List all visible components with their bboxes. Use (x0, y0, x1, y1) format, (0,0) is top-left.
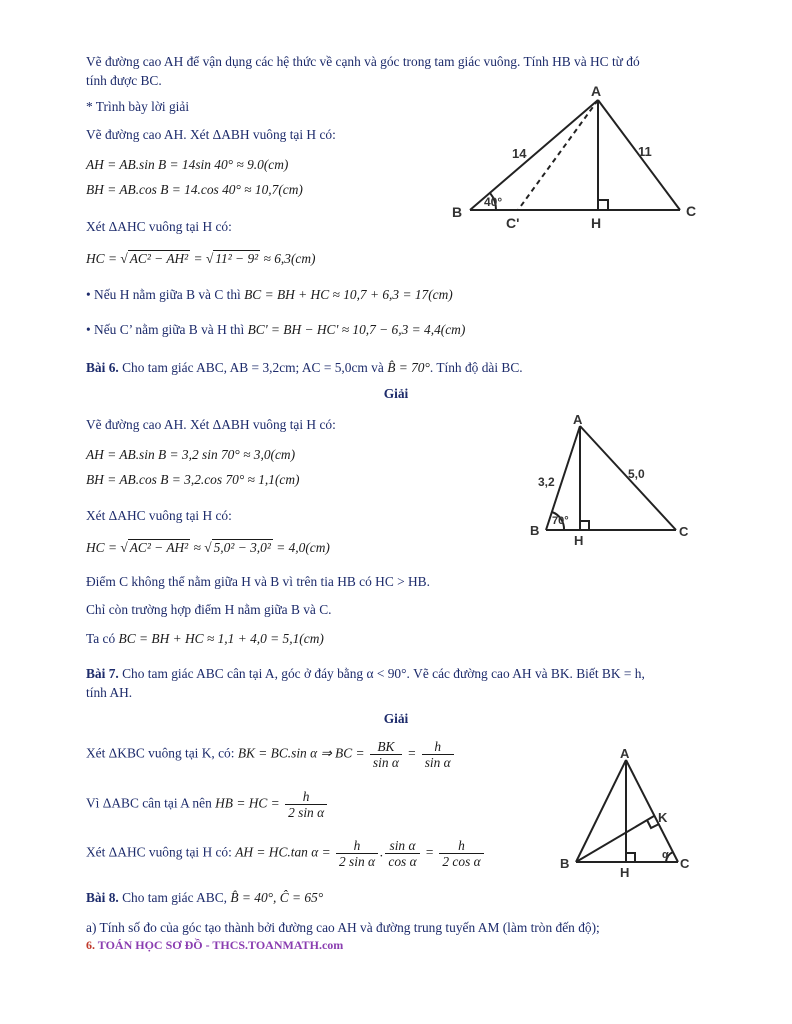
fig3-label-k: K (658, 810, 668, 825)
fig2-label-ab: 3,2 (538, 475, 555, 489)
fig3-label-h: H (620, 865, 630, 880)
figure-triangle-1 (448, 82, 708, 232)
fig3-label-c: C (680, 856, 690, 871)
solution-label: * Trình bày lời giải (86, 99, 190, 114)
b6-problem: Bài 6. Cho tam giác ABC, AB = 3,2cm; AC = 5,0cm và B̂ = 70°. Tính độ dài BC. (86, 360, 523, 375)
fig2-label-c: C (679, 524, 689, 539)
fig2-label-a: A (573, 412, 583, 427)
fig3-label-a: A (620, 746, 630, 761)
figure-triangle-3 (556, 746, 696, 880)
b6-giai-heading: Giải (383, 386, 409, 401)
b7-step-1: Xét ΔKBC vuông tại K, có: BK = BC.sin α ⇒ BC = $\frac{BK}{\text{sin α}}$ = $\frac{h}{\text{sin α}}$ (86, 739, 456, 770)
fig1-label-ac: 11 (638, 144, 652, 159)
p5-step-a: Vẽ đường cao AH. Xét ΔABH vuông tại H có: (86, 127, 336, 142)
b7-step-2: Vì ΔABC cân tại A nên HB = HC = $\frac{h}{\text{2 sin α}}$ (86, 789, 329, 820)
fig1-label-a: A (591, 83, 602, 99)
fig1-label-h: H (591, 215, 602, 231)
b7-giai-heading: Giải (383, 711, 409, 726)
fig2-label-b: B (530, 523, 540, 538)
fig2-label-angle: 70° (552, 515, 569, 527)
b7-step-3: Xét ΔAHC vuông tại H có: AH = HC.tan α = $\frac{h}{\text{2 sin α}}$ . $\frac{\text{sin α}}{\text{cos α}}$ = $\frac{h}{\text{2 cos α}}$ (86, 838, 486, 869)
p5-hc-formula: HC = √ AC² − AH² = √ 11² − 9² ≈ 6,3(cm) (86, 251, 316, 266)
b6-conclusion-2: Chỉ còn trường hợp điểm H nằm giữa B và C. (86, 602, 332, 617)
p5-step-b: Xét ΔAHC vuông tại H có: (86, 219, 232, 234)
figure-triangle-2 (526, 412, 696, 548)
b6-bh-formula: BH = AB.cos B = 3,2.cos 70° ≈ 1,1(cm) (86, 472, 300, 487)
b6-conclusion-3: Ta có BC = BH + HC ≈ 1,1 + 4,0 = 5,1(cm) (86, 631, 324, 646)
b8-problem: Bài 8. Cho tam giác ABC, B̂ = 40°, Ĉ = 65° (86, 890, 324, 905)
p5-ah-formula: AH = AB.sin B = 14sin 40° ≈ 9.0(cm) (86, 157, 289, 172)
fig2-label-h: H (574, 533, 584, 548)
fig3-label-b: B (560, 856, 570, 871)
b6-hc-formula: HC = √ AC² − AH² ≈ √ 5,0² − 3,0² = 4,0(cm) (86, 540, 330, 555)
fig1-label-angle: 40° (484, 195, 503, 209)
b6-step-b: Xét ΔAHC vuông tại H có: (86, 508, 232, 523)
page-number: 6. (86, 938, 95, 952)
b8-part-a: a) Tính số đo của góc tạo thành bởi đường cao AH và đường trung tuyến AM (làm tròn đến độ); (86, 920, 600, 935)
fig1-label-c-prime: C' (506, 215, 520, 231)
fig1-label-c: C (686, 203, 697, 219)
fig1-label-b: B (452, 204, 463, 220)
b6-conclusion-1: Điểm C không thể nằm giữa H và B vì trên tia HB có HC > HB. (86, 574, 430, 589)
page-footer (86, 938, 343, 953)
footer-brand: TOÁN HỌC SƠ ĐỒ - THCS.TOANMATH.com (97, 938, 344, 952)
p5-bh-formula: BH = AB.cos B = 14.cos 40° ≈ 10,7(cm) (86, 182, 303, 197)
intro-text: Vẽ đường cao AH để vận dụng các hệ thức về cạnh và góc trong tam giác vuông. Tính HB và HC từ đó tính được BC. (86, 54, 640, 88)
p5-case2: • Nếu C’ nằm giữa B và H thì BC' = BH − HC' ≈ 10,7 − 6,3 = 4,4(cm) (86, 322, 466, 337)
b6-ah-formula: AH = AB.sin B = 3,2 sin 70° ≈ 3,0(cm) (86, 447, 296, 462)
fig3-label-angle: α (662, 849, 669, 861)
b7-problem: Bài 7. Cho tam giác ABC cân tại A, góc ở đáy bằng α < 90°. Vẽ các đường cao AH và BK. Biết BK = h, tính AH. (86, 666, 645, 700)
fig2-label-ac: 5,0 (628, 467, 645, 481)
fig1-label-ab: 14 (512, 146, 527, 161)
b6-step-a: Vẽ đường cao AH. Xét ΔABH vuông tại H có: (86, 417, 336, 432)
p5-case1: • Nếu H nằm giữa B và C thì BC = BH + HC ≈ 10,7 + 6,3 = 17(cm) (86, 287, 453, 302)
